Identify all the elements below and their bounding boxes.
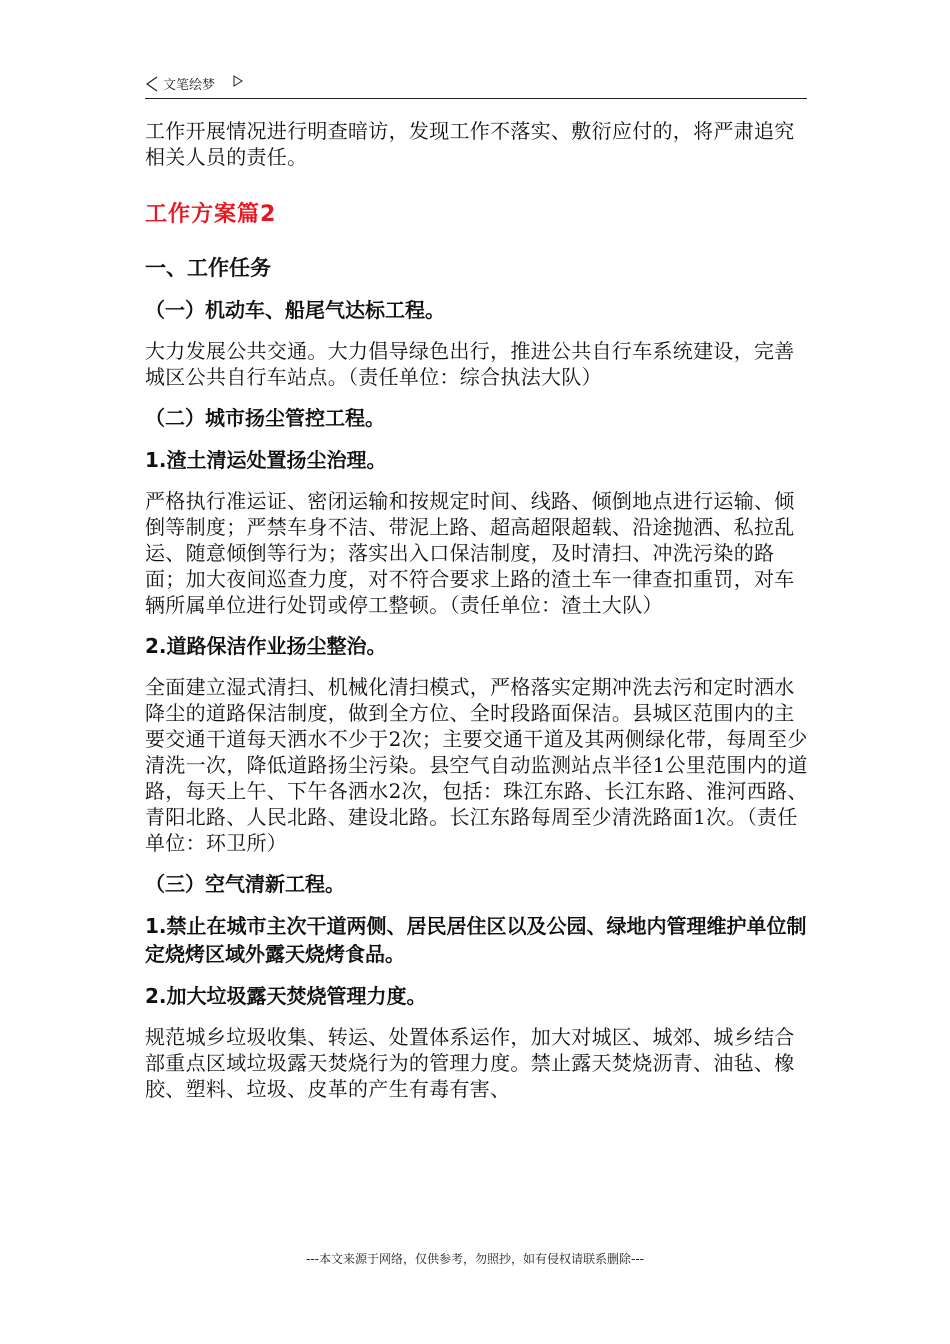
forward-triangle-icon <box>233 75 243 87</box>
page-header <box>145 72 807 99</box>
subheading-dust-control: （二）城市扬尘管控工程。 <box>145 406 385 430</box>
back-triangle-icon <box>145 76 159 92</box>
page-footer: ---本文来源于网络，仅供参考，勿照抄，如有侵权请联系删除--- <box>306 1252 644 1266</box>
section-title: 工作方案篇2 <box>145 202 277 227</box>
paragraph-road-cleaning: 全面建立湿式清扫、机械化清扫模式，严格落实定期冲洗去污和定时洒水降尘的道路保洁制度，做到全方位、全时段路面保洁。县城区范围内的主要交通干道每天洒水不少于2次；主要交通干道及其两侧绿化带，每周至少清洗一次，降低道路扬尘污染。县空气自动监测站点半径1公里范围内的道路，每天上午、下午各洒水2次，包括：珠江东路、长江东路、淮河西路、青阳北路、人民北路、建设北路。长江东路每周至少清洗路面1次。（责任单位：环卫所） <box>145 675 808 855</box>
header-brand: 文笔绘梦 <box>163 78 216 93</box>
header-brand-group <box>145 74 215 93</box>
subheading-waste-burning: 2.加大垃圾露天焚烧管理力度。 <box>145 984 427 1008</box>
heading-work-tasks: 一、工作任务 <box>145 256 271 280</box>
intro-paragraph: 工作开展情况进行明查暗访，发现工作不落实、敷衍应付的，将严肃追究相关人员的责任。 <box>145 119 795 169</box>
subheading-vehicle-emissions: （一）机动车、船尾气达标工程。 <box>145 298 445 322</box>
subheading-muck-transport: 1.渣土清运处置扬尘治理。 <box>145 448 387 472</box>
paragraph-waste-burning: 规范城乡垃圾收集、转运、处置体系运作，加大对城区、城郊、城乡结合部重点区域垃圾露天焚烧行为的管理力度。禁止露天焚烧沥青、油毡、橡胶、塑料、垃圾、皮革的产生有毒有害、 <box>145 1025 795 1101</box>
document-body <box>145 118 813 1102</box>
subheading-bbq-ban: 1.禁止在城市主次干道两侧、居民居住区以及公园、绿地内管理维护单位制定烧烤区域外露天烧烤食品。 <box>145 914 807 966</box>
subheading-road-cleaning: 2.道路保洁作业扬尘整治。 <box>145 634 387 658</box>
paragraph-muck-transport: 严格执行准运证、密闭运输和按规定时间、线路、倾倒地点进行运输、倾倒等制度；严禁车身不洁、带泥上路、超高超限超载、沿途抛洒、私拉乱运、随意倾倒等行为；落实出入口保洁制度，及时清扫、冲洗污染的路面；加大夜间巡查力度，对不符合要求上路的渣土车一律查扣重罚，对车辆所属单位进行处罚或停工整顿。（责任单位：渣土大队） <box>145 489 795 617</box>
subheading-fresh-air: （三）空气清新工程。 <box>145 872 345 896</box>
paragraph-public-transport: 大力发展公共交通。大力倡导绿色出行，推进公共自行车系统建设，完善城区公共自行车站点。（责任单位：综合执法大队） <box>145 339 795 389</box>
